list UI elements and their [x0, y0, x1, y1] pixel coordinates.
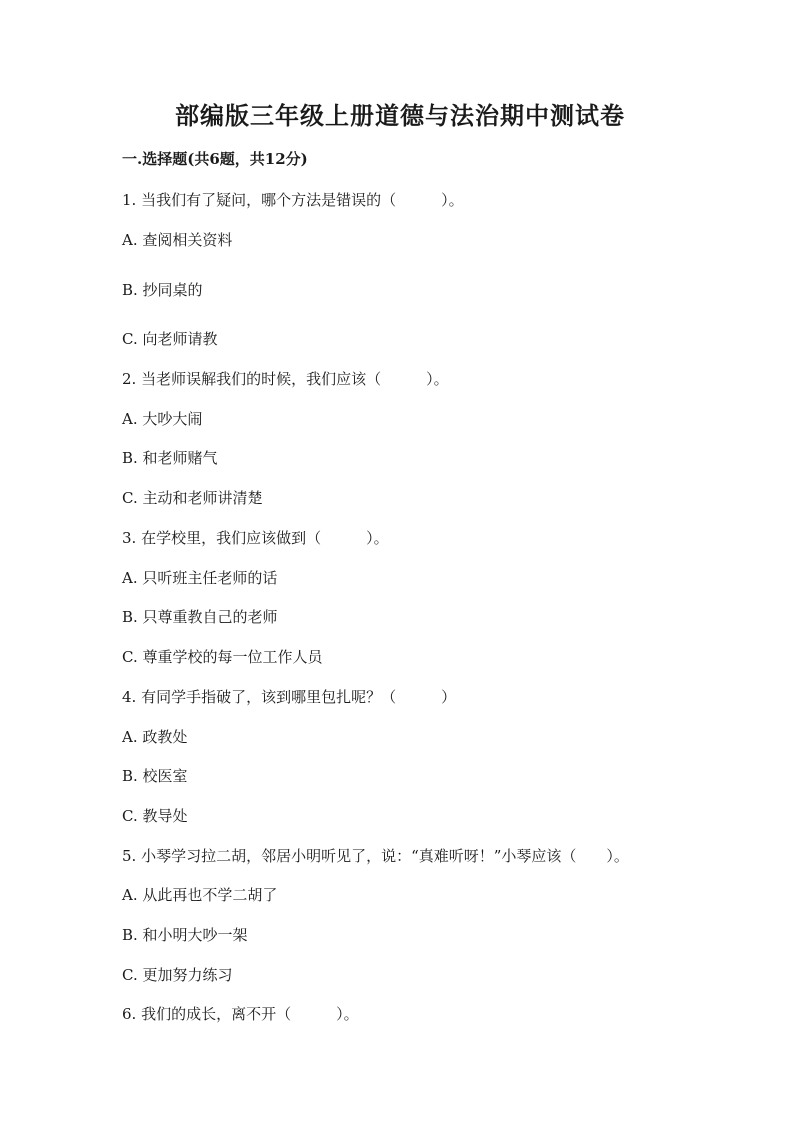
question-2-stem: 2. 当老师误解我们的时候，我们应该（ ）。: [122, 370, 449, 388]
question-5-option-b: B. 和小明大吵一架: [122, 926, 248, 944]
question-1-option-a: A. 查阅相关资料: [122, 231, 233, 249]
question-6-stem: 6. 我们的成长，离不开（ ）。: [122, 1005, 359, 1023]
question-2-option-b: B. 和老师赌气: [122, 449, 218, 467]
question-1-option-b: B. 抄同桌的: [122, 281, 203, 299]
question-4-stem: 4. 有同学手指破了，该到哪里包扎呢？（ ）: [122, 688, 457, 706]
question-2-option-c: C. 主动和老师讲清楚: [122, 489, 263, 507]
question-3-option-b: B. 只尊重教自己的老师: [122, 608, 278, 626]
question-2-option-a: A. 大吵大闹: [122, 410, 203, 428]
question-3-option-c: C. 尊重学校的每一位工作人员: [122, 648, 323, 666]
question-1-option-c: C. 向老师请教: [122, 330, 218, 348]
exam-title: 部编版三年级上册道德与法治期中测试卷: [175, 101, 625, 130]
question-5-option-a: A. 从此再也不学二胡了: [122, 886, 278, 904]
question-4-option-a: A. 政教处: [122, 728, 188, 746]
question-5-option-c: C. 更加努力练习: [122, 966, 233, 984]
question-5-stem: 5. 小琴学习拉二胡，邻居小明听见了，说：“真难听呀！”小琴应该（ ）。: [122, 847, 629, 865]
question-4-option-c: C. 教导处: [122, 807, 188, 825]
question-1-stem: 1. 当我们有了疑问，哪个方法是错误的（ ）。: [122, 191, 464, 209]
question-3-stem: 3. 在学校里，我们应该做到（ ）。: [122, 529, 389, 547]
question-4-option-b: B. 校医室: [122, 767, 188, 785]
question-3-option-a: A. 只听班主任老师的话: [122, 569, 278, 587]
section-heading: 一.选择题(共6题，共12分): [122, 150, 308, 168]
